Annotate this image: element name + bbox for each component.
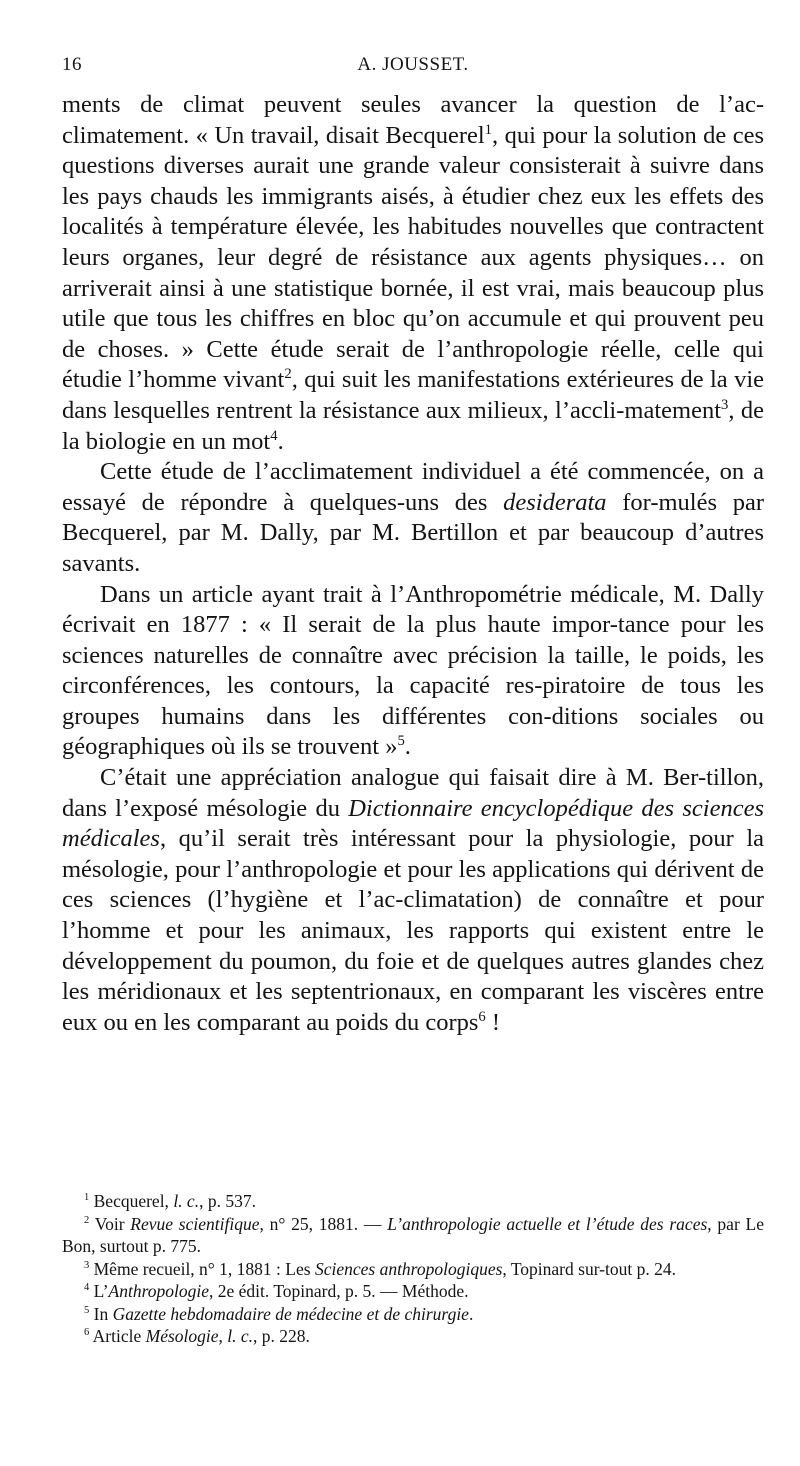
text-span: .	[277, 427, 284, 455]
italic-title: Anthropologie	[108, 1281, 210, 1301]
text-span: Article	[89, 1326, 146, 1346]
footnote-ref: 5	[397, 733, 405, 750]
text-span: , de la biologie en un mot	[62, 396, 764, 455]
paragraph-3	[62, 580, 764, 764]
text-span: Becquerel,	[89, 1191, 174, 1211]
text-span: Dans un article ayant trait à l’Anthropométrie médicale, M. Dally écrivait en 1877 : « Il serait de la plus haute impor-tance pour les sciences naturelles de connaître avec précision la taille, le poids, les circonférences, les contours, la capacité res-piratoire de tous les groupes humains dans les différentes con-ditions sociales ou géographiques où ils se trouvent »	[62, 580, 764, 761]
footnote-ref: 1	[484, 121, 493, 138]
text-span: , par Le Bon, surtout p. 775.	[62, 1213, 764, 1256]
footnote-number: 3	[84, 1259, 90, 1271]
page-number: 16	[62, 54, 82, 75]
text-span: In	[89, 1303, 113, 1324]
footnote-ref: 2	[284, 366, 292, 383]
footnote-5	[62, 1303, 764, 1326]
text-span: Même recueil, n° 1, 1881 : Les	[89, 1258, 315, 1279]
italic-title: Revue scientifique	[130, 1213, 260, 1234]
footnote-2	[62, 1213, 764, 1258]
paragraph-4	[62, 763, 764, 1038]
text-span: , Topinard sur-tout p. 24.	[502, 1258, 676, 1279]
text-span: for-mulés par Becquerel, par M. Dally, par M. Bertillon et par beaucoup d’autres savants.	[62, 488, 764, 577]
text-span: , qui suit les manifestations extérieures de la vie dans lesquelles rentrent la résistance aux milieux, l’accli-matement	[62, 366, 764, 424]
footnote-6	[62, 1325, 764, 1348]
footnote-number: 5	[84, 1304, 90, 1316]
footnote-3	[62, 1258, 764, 1281]
text-span: L’	[89, 1281, 109, 1301]
paragraph-2	[62, 457, 764, 579]
footnote-4	[62, 1280, 764, 1303]
footnote-number: 2	[84, 1214, 90, 1226]
text-span: C’était une appréciation analogue qui faisait dire à M. Ber-tillon, dans l’exposé mésologie du	[62, 764, 764, 822]
footnote-ref: 3	[721, 396, 729, 413]
main-text	[62, 90, 764, 1038]
footnote-number: 1	[84, 1192, 90, 1204]
italic-term: desiderata	[503, 488, 607, 516]
italic-title: L’anthropologie actuelle et l’étude des races	[387, 1213, 708, 1234]
text-span: , p. 537.	[199, 1191, 256, 1211]
italic-term: l. c.	[227, 1326, 254, 1346]
text-span: .	[468, 1303, 474, 1324]
text-span: , 2e édit. Topinard, p. 5. — Méthode.	[209, 1281, 469, 1301]
footnote-number: 4	[84, 1282, 90, 1294]
text-span: ,	[218, 1326, 228, 1346]
footnote-number: 6	[84, 1327, 90, 1339]
footnotes	[62, 1190, 764, 1348]
running-header	[62, 54, 764, 80]
italic-term: l. c.	[173, 1191, 200, 1211]
italic-title: Sciences anthropologiques	[314, 1258, 503, 1279]
text-span: , p. 228.	[253, 1326, 310, 1346]
text-span: , n° 25, 1881. —	[259, 1213, 388, 1234]
footnote-1	[62, 1190, 764, 1213]
text-span: !	[485, 1008, 501, 1036]
text-span: , qu’il serait très intéressant pour la physiologie, pour la mésologie, pour l’anthropologie et pour les applications qui dérivent de ces sciences (l’hygiène et l’ac-climatation) de connaître et pour l’homme et pour les animaux, les rapports qui existent entre le développement du poumon, du foie et de quelques autres glandes chez les méridionaux et les septentrionaux, en comparant les viscères entre eux ou en les comparant au poids du corps	[62, 825, 764, 1036]
paragraph-1	[62, 90, 764, 457]
text-span: , qui pour la solution de ces questions diverses aurait une grande valeur consisterait à suivre dans les pays chauds les immigrants aisés, à étudier chez eux les effets des localités à température élevée, les habitudes nouvelles que contractent leurs organes, leur degré de résistance aux agents physiques… on arriverait ainsi à une statistique bornée, il est vrai, mais beaucoup plus utile que tous les chiffres en bloc qu’on accumule et qui prouvent peu de choses. » Cette étude serait de l’anthropologie réelle, celle qui étudie l’homme vivant	[62, 121, 764, 394]
italic-title: Gazette hebdomadaire de médecine et de chirurgie	[112, 1303, 469, 1324]
running-title: A. JOUSSET.	[357, 54, 469, 75]
footnote-ref: 6	[478, 1008, 486, 1025]
text-span: ments de climat peuvent seules avancer la question de l’ac-climatement. « Un travail, disait Becquerel	[62, 91, 764, 149]
text-span: .	[404, 733, 411, 761]
footnote-ref: 4	[270, 427, 278, 444]
italic-title: Dictionnaire encyclopédique des sciences médicales	[62, 794, 764, 853]
text-span: Cette étude de l’acclimatement individuel a été commencée, on a essayé de répondre à quelques-uns des	[62, 458, 764, 516]
text-span: Voir	[89, 1213, 131, 1234]
italic-title: Mésologie	[145, 1326, 219, 1346]
